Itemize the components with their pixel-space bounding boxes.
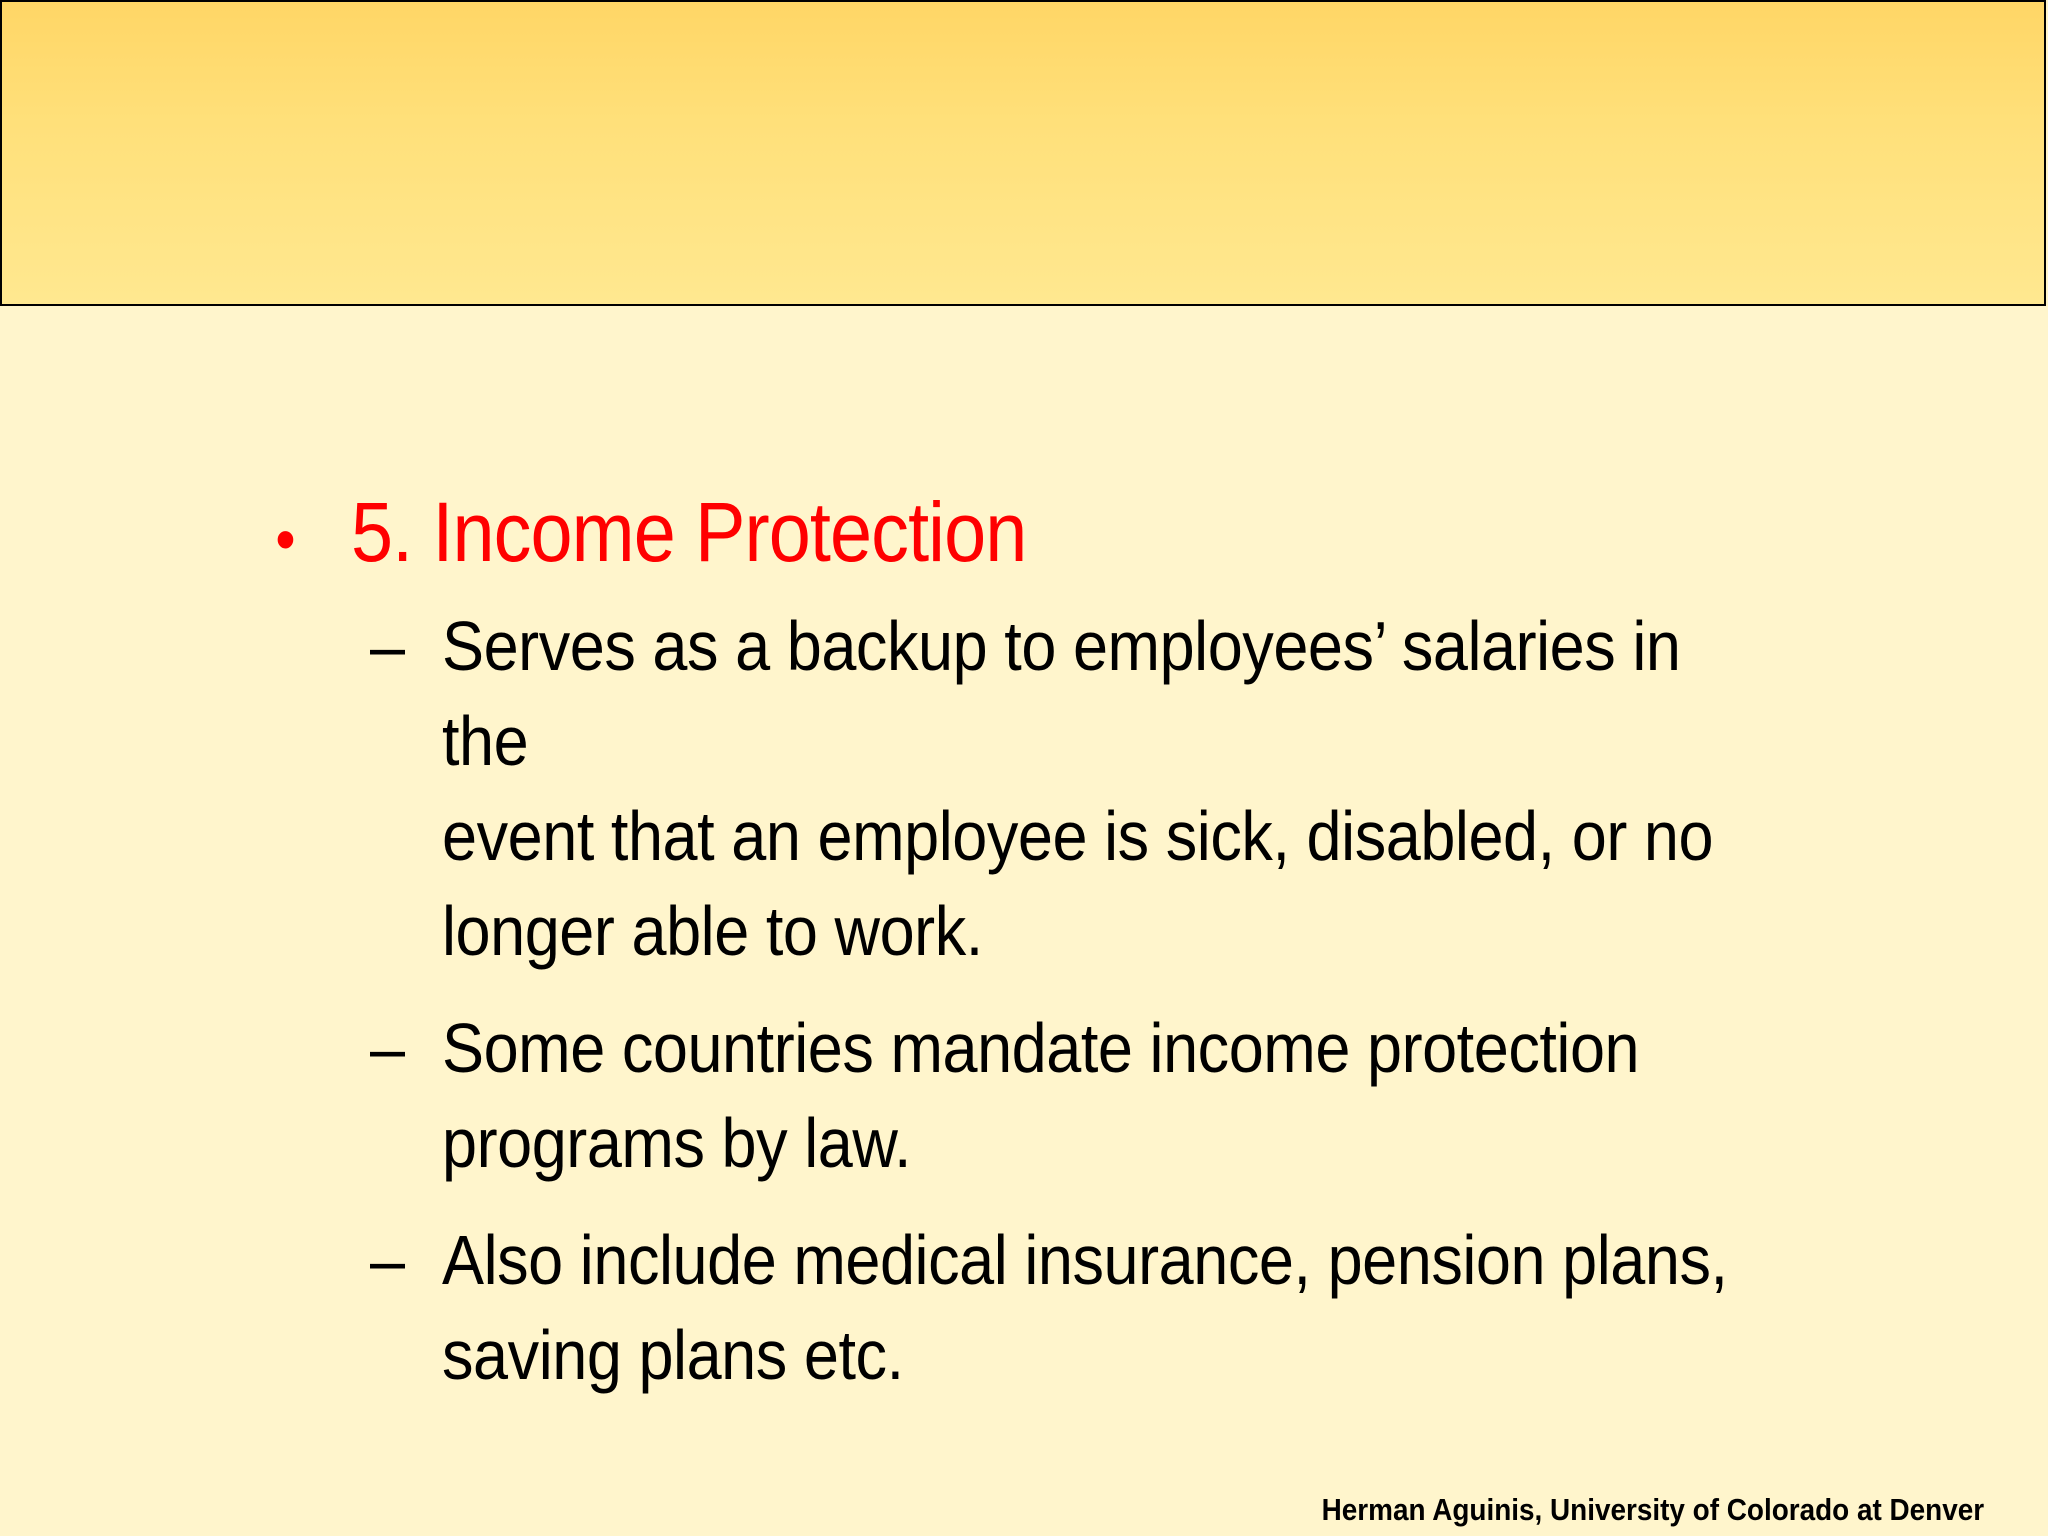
- heading-text: 5. Income Protection: [351, 485, 1027, 579]
- sub-bullet-list: [270, 599, 1890, 1403]
- bullet-dot: •: [275, 503, 295, 575]
- title-bar: [0, 0, 2046, 306]
- slide-content: [270, 478, 1890, 1425]
- sub-bullet-item: [370, 1213, 1890, 1403]
- text-line: Serves as a backup to employees’ salaries in the: [442, 607, 1681, 780]
- sub-bullet-text: [442, 599, 1745, 979]
- sub-bullet-text: [442, 1001, 1745, 1191]
- heading-bullet-item: [270, 478, 1728, 593]
- bullet-dash: –: [370, 1009, 405, 1087]
- sub-bullet-item: [370, 599, 1890, 979]
- footer-credit: Herman Aguinis, University of Colorado at Denver: [1321, 1492, 1984, 1527]
- text-line: saving plans etc.: [442, 1316, 904, 1394]
- text-line: longer able to work.: [442, 892, 983, 970]
- bullet-dash: –: [370, 1221, 405, 1299]
- text-line: event that an employee is sick, disabled, or no: [442, 797, 1714, 875]
- sub-bullet-text: [442, 1213, 1745, 1403]
- sub-bullet-item: [370, 1001, 1890, 1191]
- bullet-dash: –: [370, 607, 405, 685]
- text-line: programs by law.: [442, 1104, 911, 1182]
- text-line: Some countries mandate income protection: [442, 1009, 1640, 1087]
- text-line: Also include medical insurance, pension plans,: [442, 1221, 1728, 1299]
